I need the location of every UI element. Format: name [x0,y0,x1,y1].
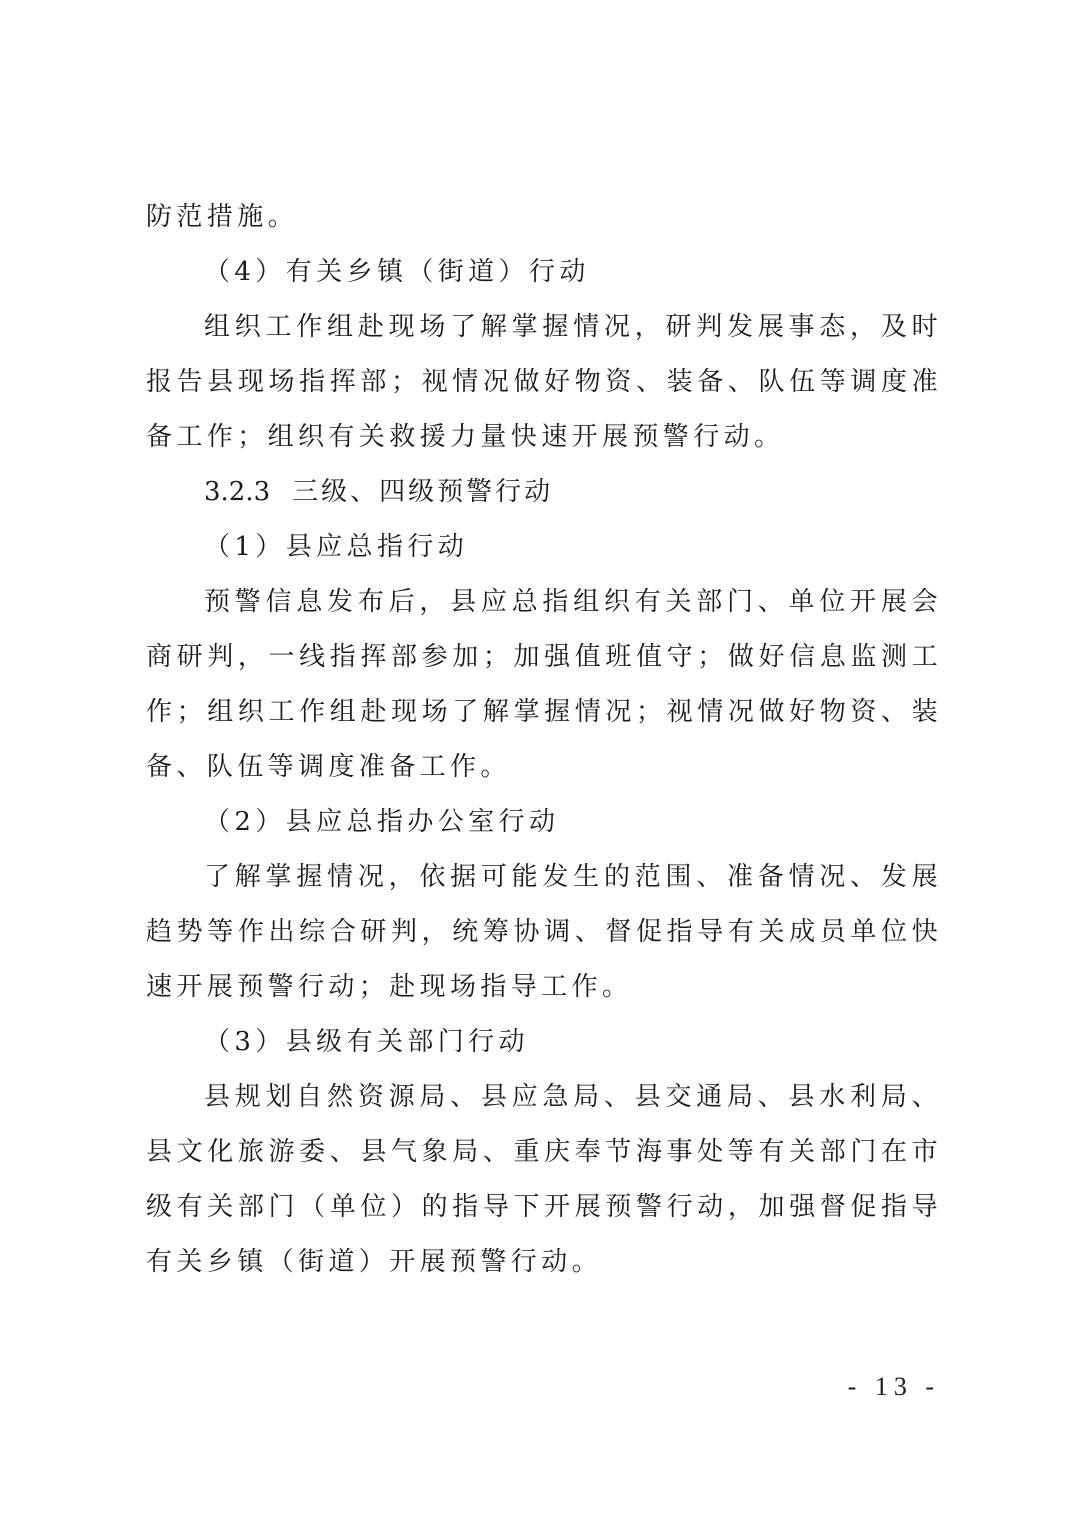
section-number: 3.2.3 [204,477,271,507]
paragraph-county-command-action: 预警信息发布后，县应总指组织有关部门、单位开展会商研判，一线指挥部参加；加强值班值守；做好信息监测工作；组织工作组赴现场了解掌握情况；视情况做好物资、装备、队伍等调度准备工作。 [146,587,942,782]
subheading-township-action: （4）有关乡镇（街道）行动 [204,257,590,287]
paragraph-county-departments-action: 县规划自然资源局、县应急局、县交通局、县水利局、县文化旅游委、县气象局、重庆奉节海事处等有关部门在市级有关部门（单位）的指导下开展预警行动，加强督促指导有关乡镇（街道）开展预警行动。 [146,1082,942,1277]
subheading-command-office-action: （2）县应总指办公室行动 [204,807,560,837]
subheading-county-departments-action: （3）县级有关部门行动 [204,1027,529,1057]
paragraph-township-action: 组织工作组赴现场了解掌握情况，研判发展事态，及时报告县现场指挥部；视情况做好物资、装备、队伍等调度准备工作；组织有关救援力量快速开展预警行动。 [146,312,942,452]
page-number: - 13 - [847,1372,940,1401]
section-title: 三级、四级预警行动 [292,477,554,507]
paragraph-continuation: 防范措施。 [146,202,299,232]
paragraph-command-office-action: 了解掌握情况，依据可能发生的范围、准备情况、发展趋势等作出综合研判，统筹协调、督促指导有关成员单位快速开展预警行动；赴现场指导工作。 [146,862,942,1002]
document-body [146,190,942,1290]
subheading-county-command-action: （1）县应总指行动 [204,532,469,562]
section-heading-3-2-3 [146,465,942,520]
